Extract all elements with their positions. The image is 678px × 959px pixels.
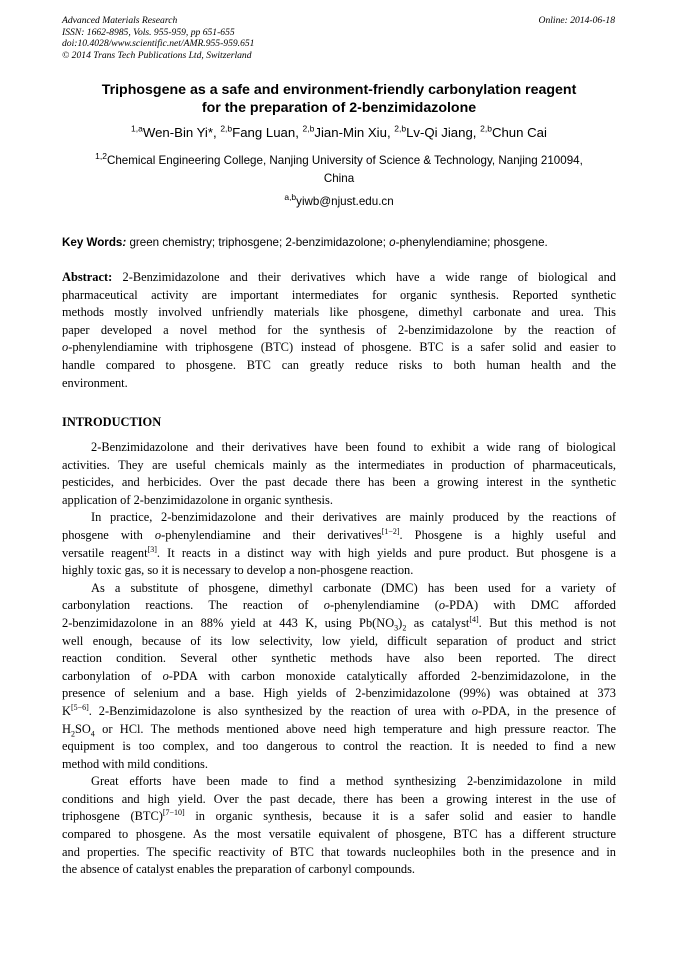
text-line [62, 808, 616, 826]
text-line [62, 597, 616, 615]
email-sup: a,b [284, 192, 297, 203]
text-line: equipment is too complex, and too dangerous to control the reaction. It is needed to find a new [62, 739, 616, 754]
keywords [62, 235, 616, 251]
text-line: In practice, 2-benzimidazolone and their derivatives are mainly produced by the reactions of [91, 510, 616, 525]
affiliation [60, 152, 618, 188]
italic-o: o [62, 340, 69, 355]
abstract-line [62, 269, 616, 287]
abstract [62, 269, 616, 392]
text: -PDA) with DMC afforded [445, 598, 616, 613]
author-affil-sup: 2,b [220, 123, 233, 134]
text: or HCl. The methods mentioned above need high temperature and high pressure reactor. The [94, 721, 616, 736]
text: . It reacts in a distinct way with high yields and pure product. But phosgene is a [156, 545, 616, 560]
abstract-label: Abstract: [62, 270, 113, 284]
subscript: 4 [90, 728, 95, 738]
text: . 2-Benzimidazolone is also synthesized by the reaction of urea with [88, 703, 472, 718]
author-affil-sup: 2,b [480, 123, 492, 134]
introduction-body [62, 439, 616, 879]
text: -phenylendiamine ( [329, 598, 439, 613]
author-name: Fang Luan [232, 125, 296, 140]
text-line: method with mild conditions. [62, 756, 208, 771]
subscript: 2 [70, 728, 75, 738]
author-separator: , [295, 125, 303, 140]
text-line: reaction condition. Several other synthetic methods have also been reported. The direct [62, 651, 616, 666]
citation-ref[interactable]: [4] [469, 614, 479, 624]
citation-ref[interactable]: [7−10] [162, 808, 185, 818]
author-affil-sup: 1,a [131, 123, 143, 134]
abstract-text: -phenylendiamine with triphosgene (BTC) instead of phosgene. BTC is a safer solid and easier to [68, 340, 616, 355]
author-name: Chun Cai [491, 125, 547, 140]
abstract-line: paper developed a novel method for the synthesis of 2-benzimidazolone by the reaction of [62, 322, 616, 337]
paper-title [56, 81, 622, 117]
text: -phenylendiamine and their derivatives [161, 527, 382, 542]
text-line: Great efforts have been made to find a method synthesizing 2-benzimidazolone in mild [91, 774, 616, 789]
italic-o: o [438, 598, 446, 613]
author-name: Wen-Bin Yi* [142, 125, 213, 140]
affiliation-line-2: China [323, 172, 355, 185]
text-line: the absence of catalyst enables the preparation of carbonyl compounds. [62, 862, 415, 877]
copyright-line: © 2014 Trans Tech Publications Ltd, Switzerland [62, 49, 252, 61]
italic-o: o [323, 598, 330, 613]
text: . But this method is not [478, 615, 616, 630]
text-line [62, 668, 616, 686]
text: ) [398, 615, 403, 630]
author-separator: , [386, 125, 395, 140]
journal-name: Advanced Materials Research [62, 15, 178, 26]
affiliation-line-1 [60, 152, 618, 170]
text: H [62, 721, 71, 736]
text-line: and properties. The specific reactivity of BTC that towards nucleophiles both in the presence and in [62, 844, 616, 859]
text: carbonylation reactions. The reaction of [62, 598, 324, 613]
text: versatile reagent [62, 545, 148, 560]
italic-o: o [162, 668, 169, 683]
abstract-line: pharmaceutical activity are important intermediates for organic synthesis. Reported synthetic [62, 287, 616, 302]
text-line: presence of selenium and a base. High yields of 2-benzimidazolone (99%) was obtained at 373 [62, 686, 616, 701]
text: carbonylation of [62, 668, 163, 683]
text: -PDA, in the presence of [478, 703, 616, 718]
text: 2-benzimidazolone in an 88% yield at 443 K, using Pb(NO [62, 615, 395, 630]
author-list [40, 125, 638, 141]
text: in organic synthesis, because it is a safer solid and easier to handle [184, 809, 616, 824]
author-separator: , [213, 125, 221, 140]
title-line-1: Triphosgene as a safe and environment-friendly carbonylation reagent [101, 82, 577, 98]
text: triphosgene (BTC) [62, 809, 163, 824]
text-line [62, 527, 616, 545]
citation-ref[interactable]: [5−6] [70, 702, 89, 712]
title-line-2: for the preparation of 2-benzimidazolone [201, 100, 477, 116]
journal-header [62, 15, 254, 61]
keywords-text-1: green chemistry; triphosgene; 2-benzimidazolone; [126, 236, 390, 249]
text-line [62, 615, 616, 633]
email [60, 194, 618, 210]
text-line [62, 703, 616, 721]
text: phosgene with [62, 527, 155, 542]
keywords-label: Key Words [62, 236, 123, 249]
keywords-italic: o [389, 236, 396, 249]
author-affil-sup: 2,b [302, 123, 315, 134]
author-name: Lv-Qi Jiang [406, 125, 473, 140]
text-line: compared to phosgene. As the most versatile equivalent of phosgene, BTC has a different structure [62, 827, 616, 842]
text-line: 2-Benzimidazolone and their derivatives have been found to exhibit a wide rang of biological [91, 440, 616, 454]
affiliation-sup: 1,2 [95, 151, 107, 162]
abstract-line: handle compared to phosgene. BTC can greatly reduce risks to both human health and the [62, 357, 616, 372]
abstract-text: 2-Benzimidazolone and their derivatives which have a wide range of biological and [122, 270, 616, 284]
keywords-colon: : [122, 236, 127, 249]
text: SO [74, 721, 91, 736]
citation-ref[interactable]: [3] [147, 544, 157, 554]
author-name: Jian-Min Xiu [314, 125, 387, 140]
subscript: 3 [394, 623, 399, 633]
text-line: application of 2-benzimidazolone in organic synthesis. [62, 492, 333, 507]
italic-o: o [471, 703, 478, 718]
doi-line: doi:10.4028/www.scientific.net/AMR.955-959.651 [62, 38, 255, 49]
abstract-line [62, 339, 616, 357]
text-line [62, 545, 616, 563]
text-line: activities. They are useful chemicals mainly as the intermediates in production of pharmaceuticals, [62, 457, 616, 472]
affiliation-text-1: Chemical Engineering College, Nanjing University of Science & Technology, Nanjing 210094, [106, 154, 583, 167]
text: as catalyst [406, 615, 470, 630]
text: -PDA with carbon monoxide catalytically afforded 2-benzimidazolone, in the [168, 668, 616, 683]
issn-line: ISSN: 1662-8985, Vols. 955-959, pp 651-655 [62, 26, 235, 38]
email-address[interactable]: yiwb@njust.edu.cn [296, 195, 394, 208]
author-affil-sup: 2,b [394, 123, 407, 134]
online-date: Online: 2014-06-18 [538, 15, 615, 26]
section-heading: INTRODUCTION [62, 415, 162, 429]
author-separator: , [472, 125, 481, 140]
keywords-text-2: -phenylendiamine; phosgene. [395, 236, 548, 249]
text-line: well enough, because of its low selectivity, low yield, difficult separation of product and strict [62, 633, 616, 648]
subscript: 2 [402, 623, 407, 633]
abstract-line: methods mostly involved unfriendly materials like phosgene, dimethyl carbonate and urea. This [62, 305, 616, 320]
citation-ref[interactable]: [1−2] [381, 526, 400, 536]
italic-o: o [154, 527, 162, 542]
text-line [62, 721, 616, 739]
text: . Phosgene is a highly useful and [399, 527, 616, 542]
text-line: As a substitute of phosgene, dimethyl carbonate (DMC) has been used for a variety of [91, 580, 616, 595]
text-line: pesticides, and herbicides. Over the past decade there has been a growing interest in the synthetic [62, 475, 616, 490]
text-line: conditions and high yield. Over the past decade, there has been a growing interest in the use of [62, 791, 616, 806]
text-line: highly toxic gas, so it is necessary to develop a non-phosgene reaction. [62, 563, 414, 578]
text: K [62, 703, 71, 718]
abstract-line: environment. [62, 375, 128, 390]
